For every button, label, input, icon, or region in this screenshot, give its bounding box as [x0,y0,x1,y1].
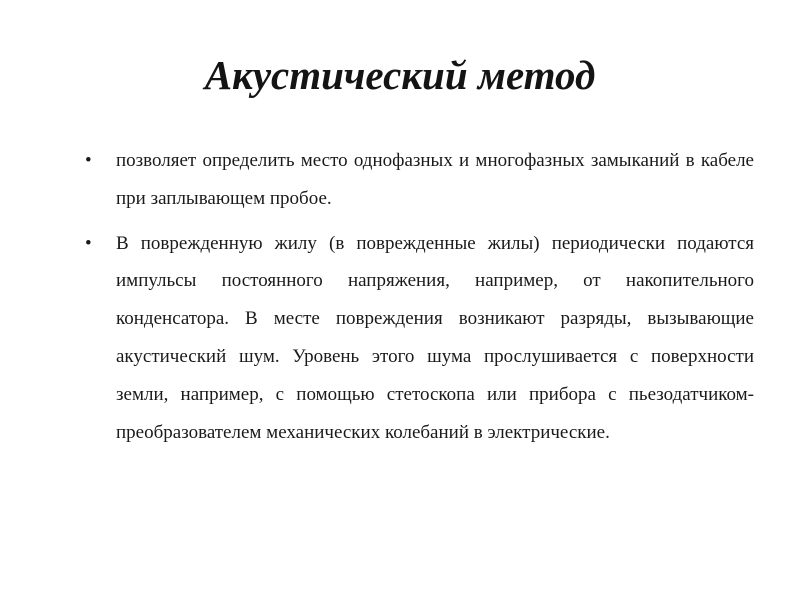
bullet-text: В поврежденную жилу (в поврежденные жилы) периодически подаются импульсы постоянного напряжения, например, от накопительного конденсатора. В месте повреждения возникают разряды, вызывающие акустический шум. Уровень этого шума прослушивается с поверхности земли, например, с помощью стетоскопа или прибора с пьезодатчиком-преобразователем механических колебаний в электрические. [116,232,754,443]
bullet-marker: • [85,150,92,171]
bullet-list [70,142,754,451]
bullet-item-1 [70,142,754,218]
bullet-item-2 [70,225,754,452]
slide-title: Акустический метод [204,52,596,98]
bullet-text: позволяет определить место однофазных и многофазных замыканий в кабеле при заплывающем пробое. [116,150,754,209]
bullet-marker: • [85,232,92,254]
